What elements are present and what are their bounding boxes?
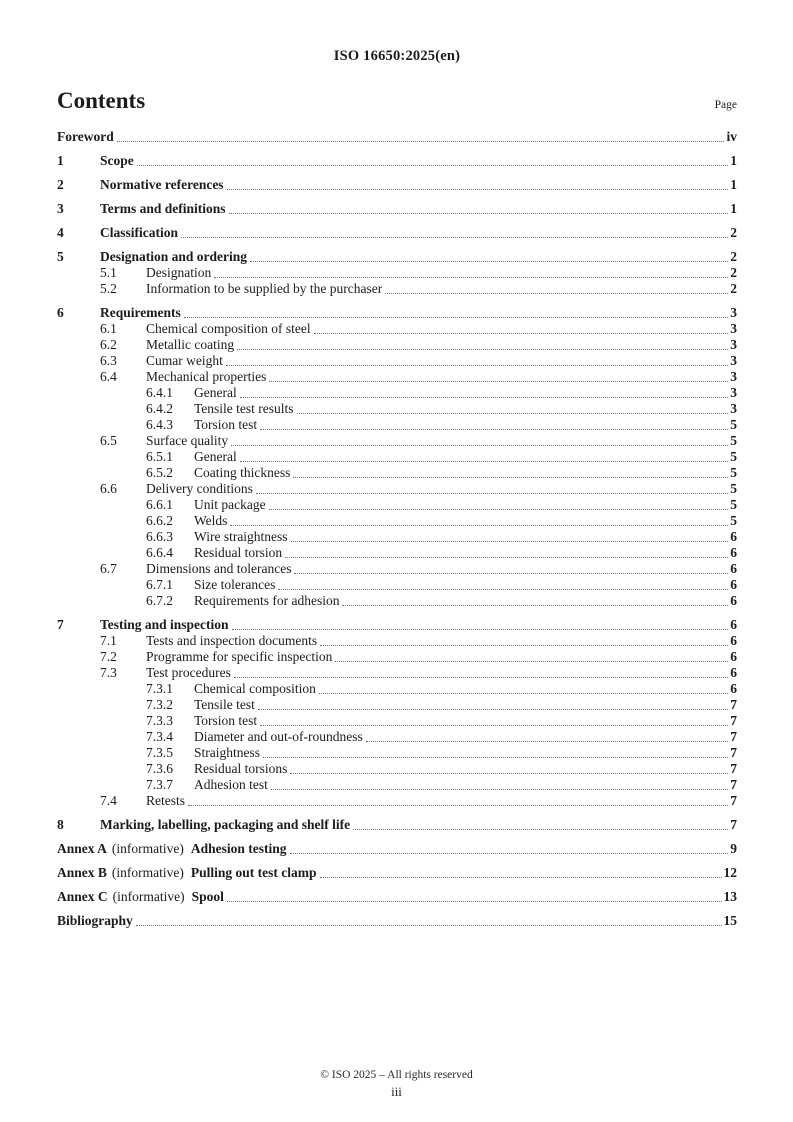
dot-leader: [260, 417, 728, 430]
toc-entry-title: Surface quality: [146, 433, 229, 448]
toc-entry-7-3[interactable]: [57, 665, 737, 681]
toc-entry-7-3-2[interactable]: [57, 697, 737, 713]
dot-leader: [258, 697, 728, 710]
toc-annex-label: Annex C: [57, 889, 108, 904]
dot-leader: [366, 729, 729, 742]
toc-entry-number: 7.2: [100, 649, 117, 664]
toc-entry-number: 6.7.1: [146, 577, 173, 592]
toc-entry-6-4-1[interactable]: [57, 385, 737, 401]
toc-entry-number: 6.6.4: [146, 545, 173, 560]
toc-entry-7-2[interactable]: [57, 649, 737, 665]
toc-entry-title: Wire straightness: [194, 529, 288, 544]
dot-leader: [181, 225, 728, 238]
toc-entry-6-6-3[interactable]: [57, 529, 737, 545]
toc-entry-number: 7.3.2: [146, 697, 173, 712]
toc-entry-page: 2: [730, 265, 737, 280]
toc-entry-number: 6.5: [100, 433, 117, 448]
toc-annex-label: Annex A: [57, 841, 107, 856]
toc-entry-number: 7.3.4: [146, 729, 173, 744]
toc-entry-7-4[interactable]: [57, 793, 737, 809]
toc-entry-number: 6.3: [100, 353, 117, 368]
toc-entry-title: Classification: [100, 225, 179, 240]
toc-entry-6-5-2[interactable]: [57, 465, 737, 481]
toc-entry-6[interactable]: [57, 305, 737, 321]
toc-entry-6-4[interactable]: [57, 369, 737, 385]
toc-entry-number: 7.3.5: [146, 745, 173, 760]
toc-entry-title: General: [194, 449, 237, 464]
toc-entry-title: Dimensions and tolerances: [146, 561, 292, 576]
toc-entry-number: 2: [57, 177, 64, 192]
toc-entry-3[interactable]: [57, 201, 737, 217]
toc-entry-page: 7: [730, 697, 737, 712]
toc-entry-page: 7: [730, 761, 737, 776]
toc-entry-title: Test procedures: [146, 665, 231, 680]
toc-entry-page: 1: [730, 201, 737, 216]
toc-entry-page: 6: [730, 649, 737, 664]
page-column-label: Page: [714, 99, 737, 111]
dot-leader: [234, 665, 728, 678]
toc-entry-6-6[interactable]: [57, 481, 737, 497]
dot-leader: [232, 617, 729, 630]
toc-entry-6-6-1[interactable]: [57, 497, 737, 513]
copyright-notice: © ISO 2025 – All rights reserved: [320, 1069, 473, 1081]
toc-entry-page: 6: [730, 577, 737, 592]
toc-entry-5-1[interactable]: [57, 265, 737, 281]
toc-entry-5[interactable]: [57, 249, 737, 265]
dot-leader: [297, 401, 729, 414]
toc-entry-page: 5: [730, 513, 737, 528]
toc-entry-page: 7: [730, 713, 737, 728]
toc-entry-8[interactable]: [57, 817, 737, 833]
toc-entry-title: Marking, labelling, packaging and shelf life: [100, 817, 351, 832]
toc-entry-title: Information to be supplied by the purchaser: [146, 281, 383, 296]
dot-leader: [385, 281, 728, 294]
dot-leader: [290, 841, 729, 854]
toc-entry-page: 5: [730, 497, 737, 512]
toc-entry-number: 7.3.3: [146, 713, 173, 728]
toc-entry-page: 15: [723, 913, 737, 928]
dot-leader: [294, 561, 728, 574]
dot-leader: [117, 129, 725, 142]
toc-annex-note: (informative): [112, 889, 185, 904]
toc-entry-bibliography[interactable]: [57, 913, 737, 929]
toc-entry-number: 7.3.1: [146, 681, 173, 696]
toc-entry-7-3-7[interactable]: [57, 777, 737, 793]
toc-entry-page: 6: [730, 681, 737, 696]
toc-entry-page: 6: [730, 665, 737, 680]
toc-entry-number: 7.3.6: [146, 761, 173, 776]
toc-entry-number: 6.5.1: [146, 449, 173, 464]
toc-entry-title: Tensile test results: [194, 401, 294, 416]
toc-entry-6-7-1[interactable]: [57, 577, 737, 593]
toc-entry-title: Testing and inspection: [100, 617, 229, 632]
dot-leader: [278, 577, 728, 590]
dot-leader: [137, 153, 729, 166]
dot-leader: [214, 265, 728, 278]
toc-entry-title: Straightness: [194, 745, 260, 760]
toc-entry-number: 3: [57, 201, 64, 216]
toc-entry-number: 7.3.7: [146, 777, 173, 792]
toc-entry-6-7-2[interactable]: [57, 593, 737, 609]
toc-entry-page: 6: [730, 561, 737, 576]
toc-entry-page: 6: [730, 529, 737, 544]
toc-annex-note: (informative): [111, 841, 184, 856]
dot-leader: [229, 201, 729, 214]
toc-entry-2[interactable]: [57, 177, 737, 193]
dot-leader: [353, 817, 728, 830]
toc-entry-title: Requirements for adhesion: [194, 593, 340, 608]
dot-leader: [293, 465, 728, 478]
toc-entry-number: 7.1: [100, 633, 117, 648]
toc-entry-number: 6.6.1: [146, 497, 173, 512]
dot-leader: [184, 305, 729, 318]
toc-entry-page: 1: [730, 177, 737, 192]
toc-entry-number: 6.1: [100, 321, 117, 336]
toc-entry-page: 12: [723, 865, 737, 880]
toc-entry-6-5[interactable]: [57, 433, 737, 449]
page-number: iii: [391, 1084, 402, 1099]
toc-entry-page: 2: [730, 249, 737, 264]
dot-leader: [269, 497, 729, 510]
toc-entry-annex-c[interactable]: [57, 889, 737, 905]
toc-entry-title: Terms and definitions: [100, 201, 226, 216]
dot-leader: [250, 249, 728, 262]
toc-entry-title: Cumar weight: [146, 353, 223, 368]
toc-entry-page: 5: [730, 449, 737, 464]
toc-entry-7[interactable]: [57, 617, 737, 633]
table-of-contents: [57, 129, 737, 929]
toc-entry-title: Chemical composition: [194, 681, 316, 696]
dot-leader: [320, 865, 722, 878]
toc-entry-7-3-5[interactable]: [57, 745, 737, 761]
toc-entry-7-1[interactable]: [57, 633, 737, 649]
toc-entry-page: 7: [730, 729, 737, 744]
dot-leader: [227, 889, 722, 902]
toc-entry-number: 6.5.2: [146, 465, 173, 480]
toc-entry-page: 7: [730, 777, 737, 792]
toc-entry-page: 2: [730, 281, 737, 296]
toc-entry-page: 5: [730, 465, 737, 480]
toc-entry-page: 7: [730, 817, 737, 832]
toc-entry-title: Designation: [146, 265, 212, 280]
toc-entry-page: 3: [730, 353, 737, 368]
toc-annex-label: Annex B: [57, 865, 107, 880]
dot-leader: [342, 593, 728, 606]
toc-entry-7-3-4[interactable]: [57, 729, 737, 745]
toc-entry-7-3-1[interactable]: [57, 681, 737, 697]
toc-entry-number: 7.3: [100, 665, 117, 680]
toc-entry-page: 9: [730, 841, 737, 856]
toc-entry-page: 3: [730, 321, 737, 336]
toc-entry-page: 13: [723, 889, 737, 904]
toc-annex-note: (informative): [111, 865, 184, 880]
page-footer: [0, 1069, 793, 1100]
toc-entry-title: General: [194, 385, 237, 400]
toc-entry-title: Programme for specific inspection: [146, 649, 333, 664]
toc-entry-page: 3: [730, 385, 737, 400]
toc-entry-6-6-2[interactable]: [57, 513, 737, 529]
toc-entry-title: Normative references: [100, 177, 224, 192]
dot-leader: [231, 433, 728, 446]
toc-entry-number: 6.4: [100, 369, 117, 384]
document-identifier: ISO 16650:2025(en): [333, 48, 461, 64]
toc-entry-title: Foreword: [57, 129, 114, 144]
toc-entry-title: Bibliography: [57, 913, 133, 928]
dot-leader: [269, 369, 728, 382]
toc-entry-title: Tests and inspection documents: [146, 633, 318, 648]
toc-entry-page: 7: [730, 793, 737, 808]
toc-entry-title: Spool: [191, 889, 224, 904]
toc-entry-page: 3: [730, 337, 737, 352]
toc-entry-5-2[interactable]: [57, 281, 737, 297]
dot-leader: [136, 913, 722, 926]
contents-title: Contents: [57, 88, 146, 113]
toc-entry-6-2[interactable]: [57, 337, 737, 353]
toc-entry-page: 5: [730, 417, 737, 432]
toc-entry-title: Size tolerances: [194, 577, 276, 592]
toc-entry-title: Chemical composition of steel: [146, 321, 311, 336]
dot-leader: [263, 745, 728, 758]
toc-entry-number: 6.6.3: [146, 529, 173, 544]
toc-entry-6-4-3[interactable]: [57, 417, 737, 433]
toc-entry-title: Mechanical properties: [146, 369, 267, 384]
toc-entry-number: 6.4.1: [146, 385, 173, 400]
dot-leader: [335, 649, 728, 662]
dot-leader: [314, 321, 729, 334]
toc-entry-annex-a[interactable]: [57, 841, 737, 857]
toc-entry-6-3[interactable]: [57, 353, 737, 369]
toc-entry-number: 6.4.2: [146, 401, 173, 416]
toc-entry-page: 3: [730, 305, 737, 320]
toc-entry-number: 5.1: [100, 265, 117, 280]
toc-entry-title: Adhesion test: [194, 777, 268, 792]
toc-entry-7-3-6[interactable]: [57, 761, 737, 777]
toc-entry-title: Diameter and out-of-roundness: [194, 729, 363, 744]
dot-leader: [271, 777, 728, 790]
toc-entry-number: 8: [57, 817, 64, 832]
dot-leader: [226, 353, 728, 366]
toc-entry-6-1[interactable]: [57, 321, 737, 337]
dot-leader: [256, 481, 728, 494]
toc-entry-number: 5: [57, 249, 64, 264]
toc-entry-6-5-1[interactable]: [57, 449, 737, 465]
toc-entry-foreword[interactable]: [57, 129, 737, 145]
toc-entry-page: 3: [730, 369, 737, 384]
toc-entry-title: Torsion test: [194, 713, 258, 728]
toc-entry-page: 5: [730, 481, 737, 496]
toc-entry-6-6-4[interactable]: [57, 545, 737, 561]
toc-entry-title: Welds: [194, 513, 228, 528]
dot-leader: [291, 529, 729, 542]
toc-entry-page: 2: [730, 225, 737, 240]
toc-entry-title: Designation and ordering: [100, 249, 248, 264]
dot-leader: [230, 513, 728, 526]
toc-entry-number: 6.6: [100, 481, 117, 496]
toc-entry-page: 7: [730, 745, 737, 760]
toc-entry-title: Unit package: [194, 497, 266, 512]
toc-entry-title: Residual torsion: [194, 545, 283, 560]
dot-leader: [188, 793, 728, 806]
dot-leader: [227, 177, 729, 190]
toc-entry-7-3-3[interactable]: [57, 713, 737, 729]
toc-entry-title: Scope: [100, 153, 134, 168]
toc-entry-title: Tensile test: [194, 697, 255, 712]
toc-entry-page: 6: [730, 633, 737, 648]
toc-entry-title: Torsion test: [194, 417, 258, 432]
toc-entry-title: Delivery conditions: [146, 481, 253, 496]
toc-entry-1[interactable]: [57, 153, 737, 169]
toc-entry-title: Residual torsions: [194, 761, 288, 776]
toc-entry-title: Coating thickness: [194, 465, 291, 480]
toc-entry-number: 6: [57, 305, 64, 320]
toc-entry-page: 5: [730, 433, 737, 448]
dot-leader: [237, 337, 728, 350]
toc-entry-number: 5.2: [100, 281, 117, 296]
toc-entry-page: 6: [730, 617, 737, 632]
toc-entry-title: Pulling out test clamp: [190, 865, 317, 880]
toc-entry-6-7[interactable]: [57, 561, 737, 577]
toc-entry-title: Adhesion testing: [190, 841, 287, 856]
toc-entry-number: 6.7.2: [146, 593, 173, 608]
toc-entry-page: 1: [730, 153, 737, 168]
toc-entry-number: 6.4.3: [146, 417, 173, 432]
toc-entry-title: Requirements: [100, 305, 181, 320]
toc-entry-number: 1: [57, 153, 64, 168]
toc-entry-number: 7.4: [100, 793, 117, 808]
contents-header: [57, 88, 737, 114]
dot-leader: [240, 385, 729, 398]
toc-entry-number: 6.7: [100, 561, 117, 576]
toc-entry-annex-b[interactable]: [57, 865, 737, 881]
toc-entry-page: iv: [726, 129, 737, 144]
dot-leader: [285, 545, 728, 558]
toc-entry-title: Retests: [146, 793, 185, 808]
toc-entry-page: 6: [730, 545, 737, 560]
dot-leader: [260, 713, 728, 726]
toc-entry-page: 6: [730, 593, 737, 608]
toc-entry-number: 4: [57, 225, 64, 240]
toc-entry-number: 7: [57, 617, 64, 632]
toc-entry-4[interactable]: [57, 225, 737, 241]
toc-entry-page: 3: [730, 401, 737, 416]
toc-entry-title: Metallic coating: [146, 337, 235, 352]
dot-leader: [290, 761, 728, 774]
toc-entry-number: 6.6.2: [146, 513, 173, 528]
dot-leader: [240, 449, 729, 462]
toc-entry-6-4-2[interactable]: [57, 401, 737, 417]
dot-leader: [320, 633, 728, 646]
dot-leader: [319, 681, 728, 694]
toc-entry-number: 6.2: [100, 337, 117, 352]
